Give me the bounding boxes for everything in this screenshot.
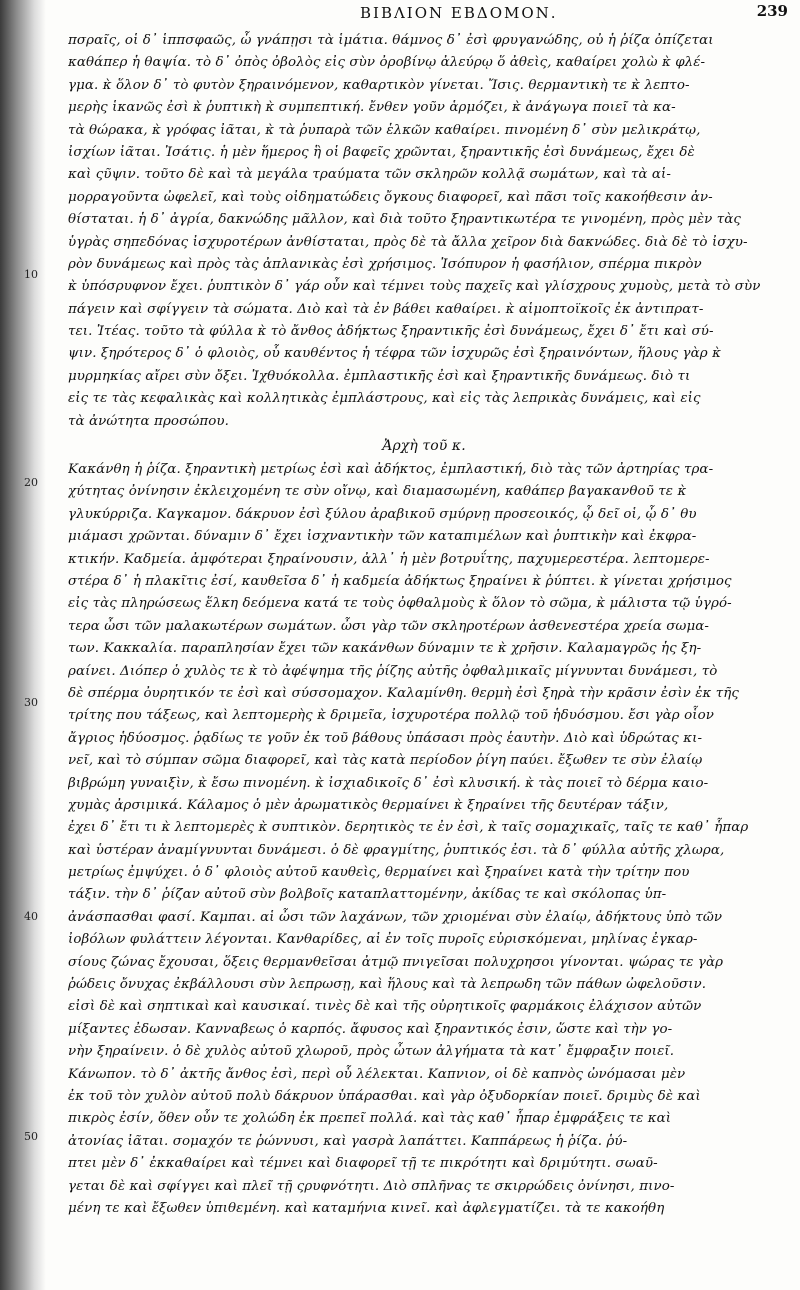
text-line: εἰς τε τὰς κεφαλικὰς καὶ κολλητικὰς ἐμπλάστρους, καὶ εἰς τὰς λεπρικὰς δυνάμεις, καὶ εἰς	[68, 391, 701, 407]
text-line: των. Κακκαλία. παραπλησίαν ἔχει τῶν κακάνθων δύναμιν τε κ̀ χρῆσιν. Καλαμαγρῶς ἡς ξη-	[68, 641, 702, 657]
text-line: καθάπερ ἡ θαψία. τὸ δ᾽ ὀπὸς ὀβολὸς εἰς σὺν ὀροβίνῳ ἀλεύρῳ ὅ ἀθεὶς, καθαίρει χολὼ κ̀ φλέ-	[68, 55, 706, 71]
text-line: πσραῖς, οἱ δ᾽ ἱππσφαῶς, ὧ γνάπῃσι τὰ ἱμάτια. θάμνος δ᾽ ἐσὶ φρυγανώδης, οὐ ἡ ῥίζα ὀπίζεται	[68, 33, 714, 48]
text-line: ἀτονίας ἰᾶται. σομαχόν τε ῥώννυσι, καὶ γασρὰ λαπάττει. Καππάρεως ἡ ῥίζα. ῥύ-	[68, 1133, 628, 1149]
text-line: ἄγριος ἡδύοσμος. ῥᾳδίως τε γοῦν ἐκ τοῦ βάθους ὑπάσασι πρὸς ἑαυτὴν. Διὸ καὶ ὑδρώτας κι-	[68, 730, 703, 746]
text-line: τὰ ἀνώτητα προσώπου.	[68, 413, 230, 429]
text-line: τὰ θώρακα, κ̀ γρόφας ἰᾶται, κ̀ τὰ ῥυπαρὰ τῶν ἑλκῶν καθαίρει. πινομένη δ᾽ σὺν μελικράτῳ,	[68, 122, 701, 138]
text-line: νὴν ξηραίνειν. ὁ δὲ χυλὸς αὐτοῦ χλωροῦ, πρὸς ὦτων ἀλγήματα τὰ κατ᾽ ἔμφραξιν ποιεῖ.	[68, 1044, 675, 1060]
text-line: ῥώδεις ὄνυχας ἐκβάλλουσι σὺν λεπρωσῃ, καὶ ἥλους καὶ τὰ λεπρωδη τῶν πάθων ὠφελοῦσιν.	[68, 977, 707, 993]
text-line: μερὴς ἱκανῶς ἐσὶ κ̀ ῥυπτικὴ κ̀ συμπεπτική. ἔνθεν γοῦν ἁρμόζει, κ̀ ἀνάγωγα ποιεῖ τὰ κα-	[68, 100, 676, 116]
text-line: δὲ σπέρμα ὀυρητικόν τε ἐσὶ καὶ σύσσομαχον. Καλαμίνθη. θερμὴ ἐσὶ ξηρὰ τὴν κρᾶσιν ἐσὶν ἐκ τῆς	[68, 685, 740, 701]
text-line: πικρὸς ἐσίν, ὅθεν οὖν τε χολώδη ἐκ πρεπεῖ πολλά. καὶ τὰς καθ᾽ ἧπαρ ἐμφράξεις τε καὶ	[68, 1111, 672, 1127]
section-heading: Ἀρχὴ τοῦ κ.	[382, 438, 466, 455]
text-line: κτικήν. Καδμεία. ἀμφότεραι ξηραίνουσιν, ἀλλ᾽ ἡ μὲν βοτρυΐτης, παχυμερεστέρα. λεπτομερε-	[68, 551, 710, 567]
text-line: μυρμηκίας αἴρει σὺν ὄξει. Ἰχθυόκολλα. ἐμπλαστικῆς ἐσὶ καὶ ξηραντικῆς δυνάμεως. διὸ τι	[68, 368, 691, 384]
text-line: στέρα δ᾽ ἡ πλακῖτις ἐσί, καυθεῖσα δ᾽ ἡ καδμεία ἀδήκτως ξηραίνει κ̀ ῥύπτει. κ̀ γίνεται χρήσιμος	[68, 573, 732, 589]
text-line: ἰσχίων ἰᾶται. Ἰσάτις. ἡ μὲν ἥμερος ἣ οἱ βαφεῖς χρῶνται, ξηραντικῆς ἐσὶ δυνάμεως, ἔχει δὲ	[68, 144, 695, 160]
text-line: εἰσὶ δὲ καὶ σηπτικαὶ καὶ καυσικαί. τινὲς δὲ καὶ τῆς οὐρητικοῖς φαρμάκοις ἐλάχισον αὐτῶν	[68, 999, 702, 1015]
main-text-block	[68, 30, 780, 1220]
binding-gutter-shadow	[0, 0, 46, 1290]
text-line: πάγειν καὶ σφίγγειν τὰ σώματα. Διὸ καὶ τὰ ἐν βάθει καθαίρει. κ̀ αἱμοπτοϊκοῖς ἐκ ἀντιπρατ-	[68, 301, 704, 317]
text-line: μίξαντες ἐδωσαν. Κανναβεως ὁ καρπός. ἄφυσος καὶ ξηραντικός ἐσιν, ὥστε καὶ τὴν γο-	[68, 1021, 673, 1037]
text-line: μορραγοῦντα ὠφελεῖ, καὶ τοὺς οἰδηματώδεις ὄγκους διαφορεῖ, καὶ πᾶσι τοῖς κακοήθεσιν ἀν-	[68, 189, 713, 205]
text-line: ραίνει. Διόπερ ὁ χυλὸς τε κ̀ τὸ ἀφέψημα τῆς ῥίζης αὐτῆς ὀφθαλμικαῖς μίγνυνται δυνάμεσι, τὸ	[68, 663, 718, 679]
text-line: μιάμασι χρῶνται. δύναμιν δ᾽ ἔχει ἰσχναντικὴν τῶν καταπιμέλων καὶ ῥυπτικὴν καὶ ἐκφρα-	[68, 529, 697, 545]
text-section-before-heading	[68, 30, 780, 433]
text-line: εἰς τὰς πληρώσεως ἕλκη δεόμενα κατά τε τοὺς ὀφθαλμοὺς κ̀ ὅλον τὸ σῶμα, κ̀ μάλιστα τῷ ὑγρό-	[68, 596, 732, 612]
margin-number: 10	[24, 268, 38, 281]
margin-number: 40	[24, 910, 38, 923]
running-head: ΒΙΒΛΙΟΝ ΕΒΔΟΜΟΝ.	[360, 4, 558, 22]
text-line: θίσταται. ἡ δ᾽ ἀγρία, δακνώδης μᾶλλον, καὶ διὰ τοῦτο ξηραντικωτέρα τε γινομένη, πρὸς μὲν τὰς	[68, 212, 742, 228]
text-line: πτει μὲν δ᾽ ἐκκαθαίρει καὶ τέμνει καὶ διαφορεῖ τῇ τε πικρότητι καὶ δριμύτητι. σωαῦ-	[68, 1156, 658, 1172]
text-section-after-heading	[68, 459, 780, 1220]
text-line: τάξιν. τὴν δ᾽ ῥίζαν αὐτοῦ σὺν βολβοῖς καταπλαττομένην, ἀκίδας τε καὶ σκόλοπας ὑπ-	[68, 887, 667, 903]
margin-number: 20	[24, 476, 38, 489]
text-line: τρίτης που τάξεως, καὶ λεπτομερὴς κ̀ δριμεῖα, ἰσχυροτέρα πολλῷ τοῦ ἡδυόσμου. ἔσι γὰρ οἷον	[68, 708, 715, 724]
text-line: ἰοβόλων φυλάττειν λέγονται. Κανθαρίδες, αἱ ἐν τοῖς πυροῖς εὐρισκόμεναι, μηλίνας ἐγκαρ-	[68, 932, 698, 948]
text-line: τερα ὦσι τῶν μαλακωτέρων σωμάτων. ὦσι γὰρ τῶν σκληροτέρων ἀσθενεστέρα χρεία σωμα-	[68, 618, 710, 634]
text-line: κ̀ ὑπόσρυφνον ἔχει. ῥυπτικὸν δ᾽ γάρ οὖν καὶ τέμνει τοὺς παχεῖς καὶ γλίσχρους χυμοὺς, μετὰ τὸ σὺν	[68, 279, 761, 295]
text-line: ἀνάσπασθαι φασί. Καμπαι. αἱ ὦσι τῶν λαχάνων, τῶν χριομέναι σὺν ἐλαίῳ, ἀδήκτους ὑπὸ τῶν	[68, 909, 723, 925]
text-line: ἐχει δ᾽ ἔτι τι κ̀ λεπτομερὲς κ̀ συπτικὸν. δερητικὸς τε ἐν ἐσὶ, κ̀ ταῖς σομαχικαῖς, ταῖς τε καθ᾽ ἧπαρ	[68, 820, 749, 836]
page-number: 239	[756, 2, 788, 20]
text-line: γλυκύρριζα. Καγκαμον. δάκρυον ἐσὶ ξύλου ἀραβικοῦ σμύρνῃ προσεοικός, ᾧ δεῖ οἱ, ᾧ δ᾽ θυ	[68, 506, 697, 522]
text-line: Κακάνθη ἡ ῥίζα. ξηραντικὴ μετρίως ἐσὶ καὶ ἀδήκτος, ἐμπλαστική, διὸ τὰς τῶν ἀρτηρίας τρα-	[68, 462, 714, 478]
text-line: γμα. κ̀ ὅλον δ᾽ τὸ φυτὸν ξηραινόμενον, καθαρτικὸν γίνεται. Ἴσις. θερμαντικὴ τε κ̀ λεπτο-	[68, 77, 690, 93]
margin-number: 30	[24, 696, 38, 709]
margin-number: 50	[24, 1130, 38, 1143]
text-line: σίους ζώνας ἔχουσαι, ὅξεις θερμανθεῖσαι ἀτμῷ πνιγεῖσαι πολυχρησοι γίνονται. ψώρας τε γὰρ	[68, 954, 724, 970]
text-line: ψιν. ξηρότερος δ᾽ ὁ φλοιὸς, οὗ καυθέντος ἡ τέφρα τῶν ἰσχυρῶς ἐσὶ ξηραινόντων, ἥλους γὰρ κ̀	[68, 346, 722, 362]
text-line: μετρίως ἐμψύχει. ὁ δ᾽ φλοιὸς αὐτοῦ καυθεὶς, θερμαίνει καὶ ξηραίνει κατὰ τὴν τρίτην που	[68, 865, 690, 881]
text-line: μένη τε καὶ ἔξωθεν ὑπιθεμένη. καὶ καταμήνια κινεῖ. καὶ ἀφλεγματίζει. τὰ τε κακοήθη	[68, 1200, 665, 1216]
text-line: νεῖ, καὶ τὸ σύμπαν σῶμα διαφορεῖ, καὶ τὰς κατὰ περίοδον ῥίγη παύει. ἔξωθεν τε σὺν ἐλαίῳ	[68, 753, 703, 769]
text-line: γεται δὲ καὶ σφίγγει καὶ πλεῖ τῇ ςρυφνότητι. Διὸ σπλῆνας τε σκιρρώδεις ὀνίνησι, πινο-	[68, 1178, 675, 1194]
text-line: τει. Ἰτέας. τοῦτο τὰ φύλλα κ̀ τὸ ἄνθος ἀδήκτως ξηραντικῆς ἐσὶ δυνάμεως, ἔχει δ᾽ ἔτι καὶ σύ-	[68, 324, 714, 340]
text-line: καὶ ςῦψιν. τοῦτο δὲ καὶ τὰ μεγάλα τραύματα τῶν σκληρῶν κολλᾷ σωμάτων, καὶ τὰ αἱ-	[68, 167, 671, 183]
text-line: Κάνωπον. τὸ δ᾽ ἀκτῆς ἄνθος ἐσὶ, περὶ οὗ λέλεκται. Καπνιον, οἱ δὲ καπνὸς ὠνόμασαι μὲν	[68, 1066, 686, 1082]
text-line: χύτητας ὀνίνησιν ἐκλειχομένη τε σὺν οἴνῳ, καὶ διαμασωμένη, καθάπερ βαγακανθοῦ τε κ̀	[68, 484, 687, 500]
text-line: ἐκ τοῦ τὸν χυλὸν αὐτοῦ πολὺ δάκρυον ὑπάρασθαι. καὶ γὰρ ὀξυδορκίαν ποιεῖ. δριμὺς δὲ καὶ	[68, 1088, 701, 1104]
text-line: χυμὰς ἀρσιμικά. Κάλαμος ὁ μὲν ἀρωματικὸς θερμαίνει κ̀ ξηραίνει τῆς δευτέραν τάξιν,	[68, 797, 669, 813]
text-line: ὑγρὰς σηπεδόνας ἰσχυροτέρων ἀνθίσταται, πρὸς δὲ τὰ ἄλλα χεῖρον διὰ δακνώδες. διὰ δὲ τὸ ἰσχυ-	[68, 234, 748, 250]
text-line: ρὸν δυνάμεως καὶ πρὸς τὰς ἀπλανικὰς ἐσὶ χρήσιμος. Ἰσόπυρον ἡ φασήλιον, σπέρμα πικρὸν	[68, 256, 702, 272]
text-line: βιβρώμη γυναιξὶν, κ̀ ἔσω πινομένη. κ̀ ἰσχιαδικοῖς δ᾽ ἐσὶ κλυσική. κ̀ τὰς ποιεῖ τὸ δέρμα καιο-	[68, 775, 709, 791]
text-line: καὶ ὑστέραν ἀναμίγνυνται δυνάμεσι. ὁ δὲ φραγμίτης, ῥυπτικός ἐσι. τὰ δ᾽ φύλλα αὐτῆς χλωρα,	[68, 842, 725, 858]
